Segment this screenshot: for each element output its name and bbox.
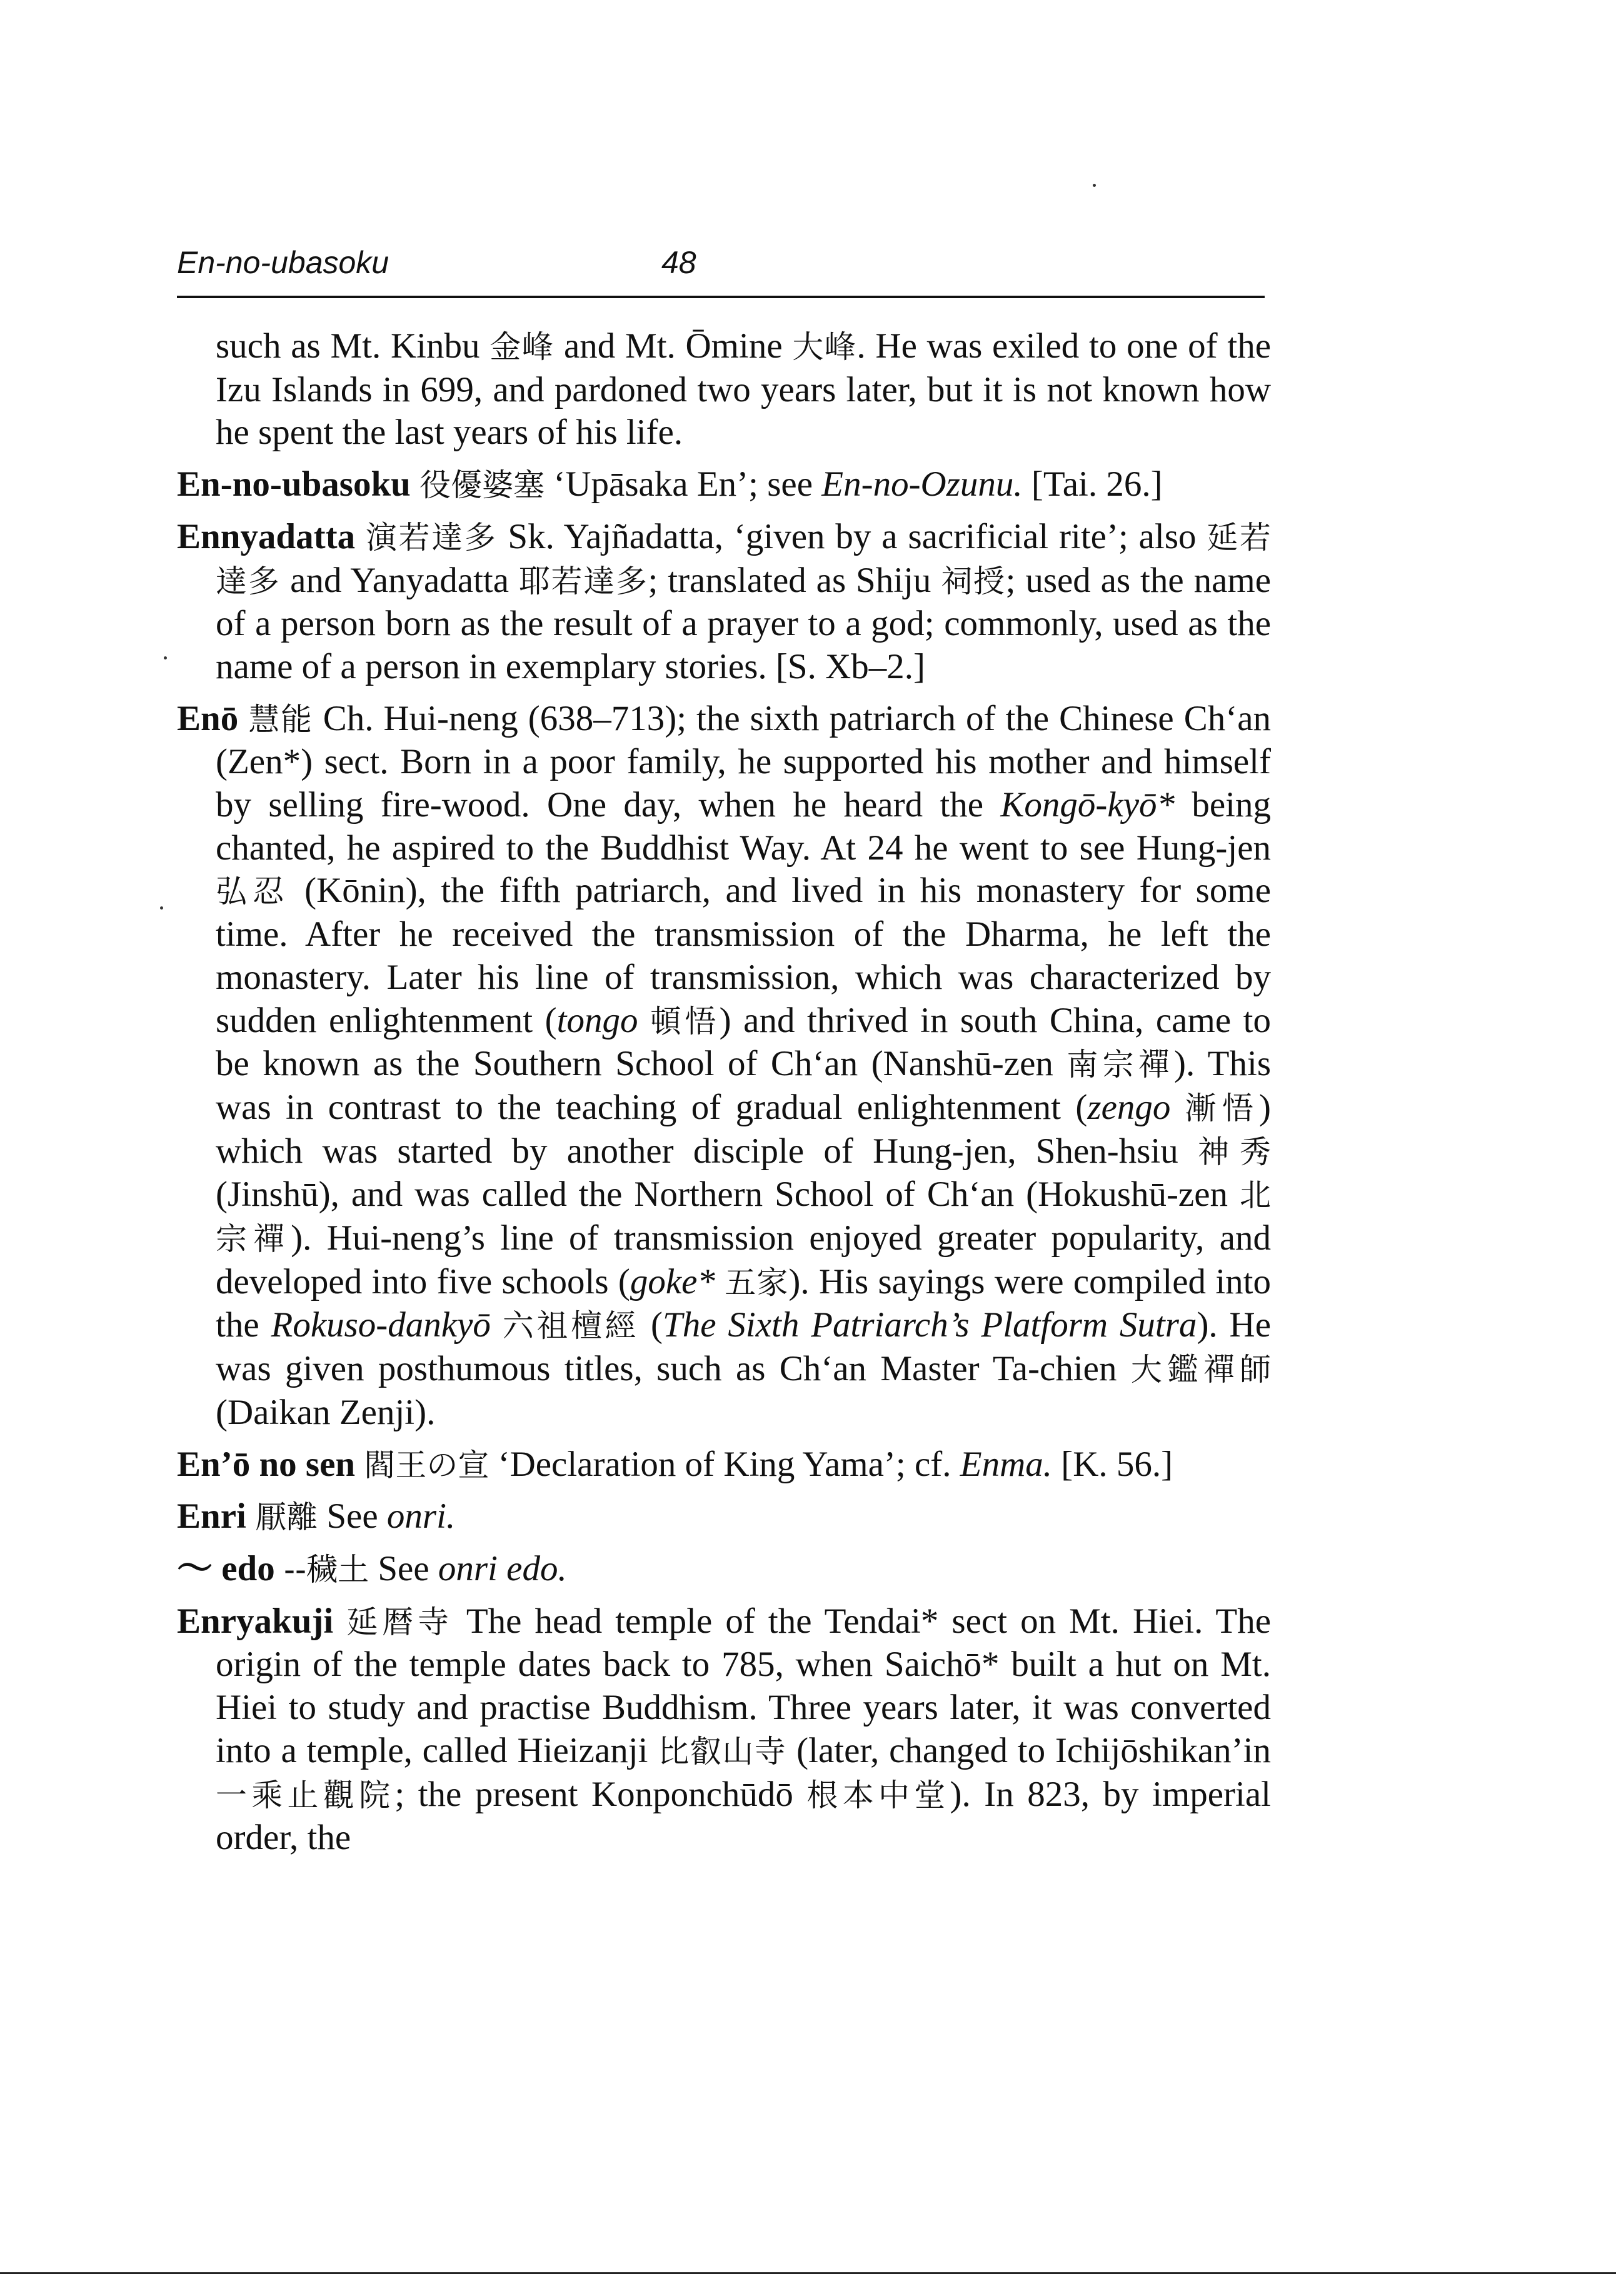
speck-mark bbox=[160, 906, 163, 910]
entry-enri: Enri 厭離 See onri. bbox=[177, 1496, 456, 1537]
cross-reference: Enma. bbox=[960, 1444, 1053, 1484]
headword: ～ edo bbox=[177, 1548, 275, 1588]
page-bottom-edge bbox=[0, 2272, 1616, 2274]
cross-reference: onri. bbox=[386, 1496, 456, 1537]
entry-en-no-ubasoku: En-no-ubasoku 役優婆塞 ‘Upāsaka En’; see En-no-Ozunu. [Tai. 26.] bbox=[177, 464, 1163, 504]
entry-enryakuji: Enryakuji 延暦寺 The head temple of the Tendai* sect on Mt. Hiei. The origin of the temple dates back to 785, when Saichō* built a hut on Mt. Hiei to study and practise Buddhism. Three years later, it was converted into a temple, called Hieizanji 比叡山寺 (later, changed to Ichijōshikan’in 一乘止觀院; the present Konponchūdō 根本中堂). In 823, by imperial order, the bbox=[177, 1601, 1272, 1858]
headword: Enri bbox=[177, 1496, 246, 1537]
headword: Enryakuji bbox=[177, 1601, 334, 1641]
header-rule-short bbox=[1066, 296, 1265, 298]
headword: En’ō no sen bbox=[177, 1444, 356, 1484]
speck-mark bbox=[1093, 184, 1096, 187]
running-title: En-no-ubasoku bbox=[177, 245, 389, 280]
header-rule bbox=[177, 296, 1090, 298]
entry-continuation: such as Mt. Kinbu 金峰 and Mt. Ōmine 大峰. He was exiled to one of the Izu Islands in 699, and pardoned two years later, but it is not known how he spent the last years of his life. bbox=[216, 326, 1272, 453]
headword: Ennyadatta bbox=[177, 516, 356, 556]
cross-reference: En-no-Ozunu. bbox=[821, 464, 1023, 504]
entry-ennyadatta: Ennyadatta 演若達多 Sk. Yajñadatta, ‘given by a sacrificial rite’; also 延若達多 and Yanyadatta 耶若達多; translated as Shiju 祠授; used as the name of a person born as the result of a prayer to a god; commonly, used as the name of a person in exemplary stories. [S. Xb–2.] bbox=[177, 516, 1272, 686]
cross-reference: onri edo. bbox=[438, 1548, 567, 1588]
headword: Enō bbox=[177, 698, 239, 738]
page-number: 48 bbox=[661, 245, 696, 280]
entry-eno: Enō 慧能 Ch. Hui-neng (638–713); the sixth patriarch of the Chinese Ch‘an (Zen*) sect. Born in a poor family, he supported his mother and himself by selling fire-wood. One day, when he heard the Kongō-kyō* being chanted, he aspired to the Buddhist Way. At 24 he went to see Hung-jen 弘忍 (Kōnin), the fifth patriarch, and lived in his monastery for some time. After he received the transmission of the Dharma, he left the monastery. Later his line of transmission, which was characterized by sudden enlightenment (tongo 頓悟) and thrived in south China, came to be known as the Southern School of Ch‘an (Nanshū-zen 南宗禪). This was in contrast to the teaching of gradual enlightenment (zengo 漸悟) which was started by another disciple of Hung-jen, Shen-hsiu 神秀 (Jinshū), and was called the Northern School of Ch‘an (Hokushū-zen 北宗禪). Hui-neng’s line of transmission enjoyed greater popularity, and developed into five schools (goke* 五家). His sayings were compiled into the Rokuso-dankyō 六祖檀經 (The Sixth Patriarch’s Platform Sutra). He was given posthumous titles, such as Ch‘an Master Ta-chien 大鑑禪師 (Daikan Zenji). bbox=[177, 698, 1272, 1432]
subentry-edo: ～ edo --穢土 See onri edo. bbox=[177, 1548, 567, 1588]
headword: En-no-ubasoku bbox=[177, 464, 411, 504]
running-head bbox=[177, 241, 1265, 284]
speck-mark bbox=[164, 656, 167, 659]
entry-eno-no-sen: En’ō no sen 閻王の宣 ‘Declaration of King Yama’; cf. Enma. [K. 56.] bbox=[177, 1444, 1173, 1484]
dictionary-body bbox=[177, 325, 1271, 1868]
